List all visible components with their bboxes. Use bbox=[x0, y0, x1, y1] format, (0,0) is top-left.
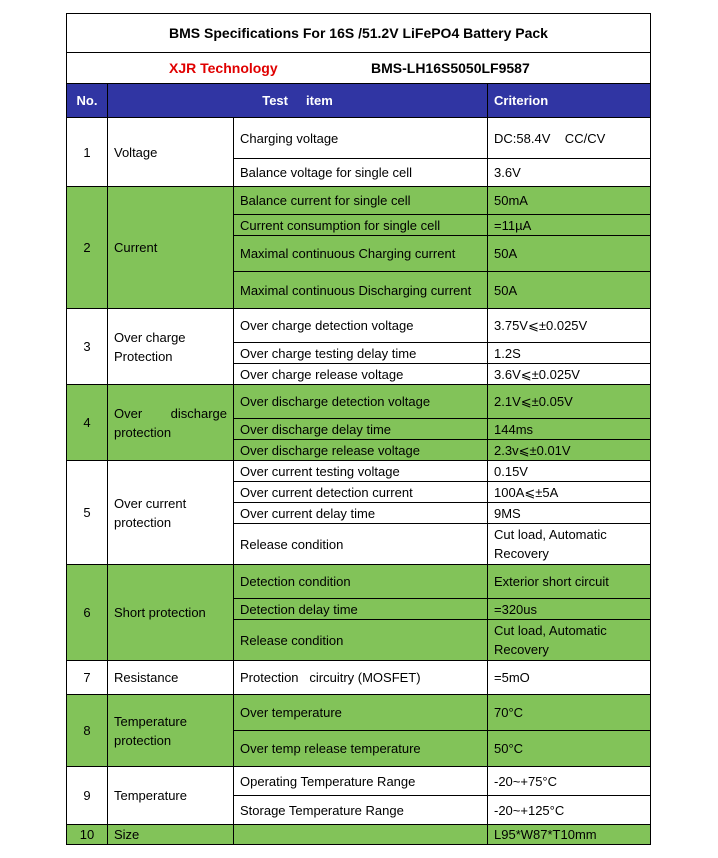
header-criterion: Criterion bbox=[488, 84, 651, 118]
category-label: Resistance bbox=[108, 661, 234, 695]
table-row bbox=[67, 695, 651, 731]
criterion-value: Exterior short circuit bbox=[488, 565, 651, 599]
test-item: Current consumption for single cell bbox=[234, 215, 488, 236]
criterion-value: 3.6V⩽±0.025V bbox=[488, 364, 651, 385]
criterion-value: -20~+125°C bbox=[488, 796, 651, 825]
criterion-value: 0.15V bbox=[488, 461, 651, 482]
test-item: Storage Temperature Range bbox=[234, 796, 488, 825]
criterion-value: -20~+75°C bbox=[488, 767, 651, 796]
category-label: Temperature protection bbox=[108, 695, 234, 767]
category-label: Short protection bbox=[108, 565, 234, 661]
criterion-value: DC:58.4V CC/CV bbox=[488, 118, 651, 159]
criterion-value: 144ms bbox=[488, 419, 651, 440]
header-no: No. bbox=[67, 84, 108, 118]
criterion-value: Cut load, Automatic Recovery bbox=[488, 524, 651, 565]
criterion-value: 3.75V⩽±0.025V bbox=[488, 309, 651, 343]
criterion-value: =320us bbox=[488, 599, 651, 620]
table-row bbox=[67, 767, 651, 796]
company-name: XJR Technology bbox=[169, 59, 278, 76]
test-item: Balance current for single cell bbox=[234, 187, 488, 215]
table-row bbox=[67, 565, 651, 599]
row-number: 9 bbox=[67, 767, 108, 825]
row-number: 4 bbox=[67, 385, 108, 461]
test-item: Balance voltage for single cell bbox=[234, 159, 488, 187]
header-row bbox=[67, 84, 651, 118]
header-test-item: Test item bbox=[108, 84, 488, 118]
test-item: Over current detection current bbox=[234, 482, 488, 503]
model-number: BMS-LH16S5050LF9587 bbox=[371, 59, 530, 76]
test-item: Charging voltage bbox=[234, 118, 488, 159]
table-row bbox=[67, 187, 651, 215]
criterion-value: 100A⩽±5A bbox=[488, 482, 651, 503]
criterion-value: Cut load, Automatic Recovery bbox=[488, 620, 651, 661]
criterion-value: 2.1V⩽±0.05V bbox=[488, 385, 651, 419]
test-item: Over charge detection voltage bbox=[234, 309, 488, 343]
test-item: Detection condition bbox=[234, 565, 488, 599]
criterion-value: =11µA bbox=[488, 215, 651, 236]
category-label bbox=[108, 385, 234, 461]
row-number: 1 bbox=[67, 118, 108, 187]
test-item: Over discharge detection voltage bbox=[234, 385, 488, 419]
criterion-value: =5mO bbox=[488, 661, 651, 695]
criterion-value: 50mA bbox=[488, 187, 651, 215]
row-number: 6 bbox=[67, 565, 108, 661]
test-item: Release condition bbox=[234, 524, 488, 565]
criterion-value: 50A bbox=[488, 272, 651, 309]
test-item: Over discharge delay time bbox=[234, 419, 488, 440]
test-item: Release condition bbox=[234, 620, 488, 661]
test-item-empty bbox=[234, 825, 488, 845]
criterion-value: 1.2S bbox=[488, 343, 651, 364]
table-row bbox=[67, 661, 651, 695]
category-label: Temperature bbox=[108, 767, 234, 825]
criterion-value: 9MS bbox=[488, 503, 651, 524]
table-row bbox=[67, 825, 651, 845]
company-model-row bbox=[67, 53, 651, 84]
table-row bbox=[67, 118, 651, 159]
category-label-word: discharge bbox=[170, 405, 227, 421]
category-label-line: protection bbox=[114, 424, 172, 440]
test-item: Detection delay time bbox=[234, 599, 488, 620]
category-label: Voltage bbox=[108, 118, 234, 187]
table-row bbox=[67, 309, 651, 343]
test-item: Over current delay time bbox=[234, 503, 488, 524]
category-label: Over current protection bbox=[108, 461, 234, 565]
table-row bbox=[67, 461, 651, 482]
criterion-value: L95*W87*T10mm bbox=[488, 825, 651, 845]
criterion-value: 50°C bbox=[488, 731, 651, 767]
criterion-value: 50A bbox=[488, 236, 651, 272]
test-item: Over current testing voltage bbox=[234, 461, 488, 482]
row-number: 5 bbox=[67, 461, 108, 565]
row-number: 2 bbox=[67, 187, 108, 309]
table-row bbox=[67, 385, 651, 419]
test-item: Maximal continuous Discharging current bbox=[234, 272, 488, 309]
test-item: Over temp release temperature bbox=[234, 731, 488, 767]
criterion-value: 3.6V bbox=[488, 159, 651, 187]
row-number: 10 bbox=[67, 825, 108, 845]
test-item: Over discharge release voltage bbox=[234, 440, 488, 461]
category-label: Current bbox=[108, 187, 234, 309]
criterion-value: 2.3v⩽±0.01V bbox=[488, 440, 651, 461]
category-label-word: Over bbox=[114, 405, 143, 421]
test-item: Over temperature bbox=[234, 695, 488, 731]
table-title: BMS Specifications For 16S /51.2V LiFePO4 Battery Pack bbox=[67, 14, 651, 53]
criterion-value: 70°C bbox=[488, 695, 651, 731]
row-number: 8 bbox=[67, 695, 108, 767]
bms-spec-table bbox=[66, 13, 651, 845]
category-label: Size bbox=[108, 825, 234, 845]
test-item: Over charge release voltage bbox=[234, 364, 488, 385]
test-item: Operating Temperature Range bbox=[234, 767, 488, 796]
row-number: 7 bbox=[67, 661, 108, 695]
test-item: Protection circuitry (MOSFET) bbox=[234, 661, 488, 695]
row-number: 3 bbox=[67, 309, 108, 385]
category-label: Over charge Protection bbox=[108, 309, 234, 385]
test-item: Over charge testing delay time bbox=[234, 343, 488, 364]
test-item: Maximal continuous Charging current bbox=[234, 236, 488, 272]
